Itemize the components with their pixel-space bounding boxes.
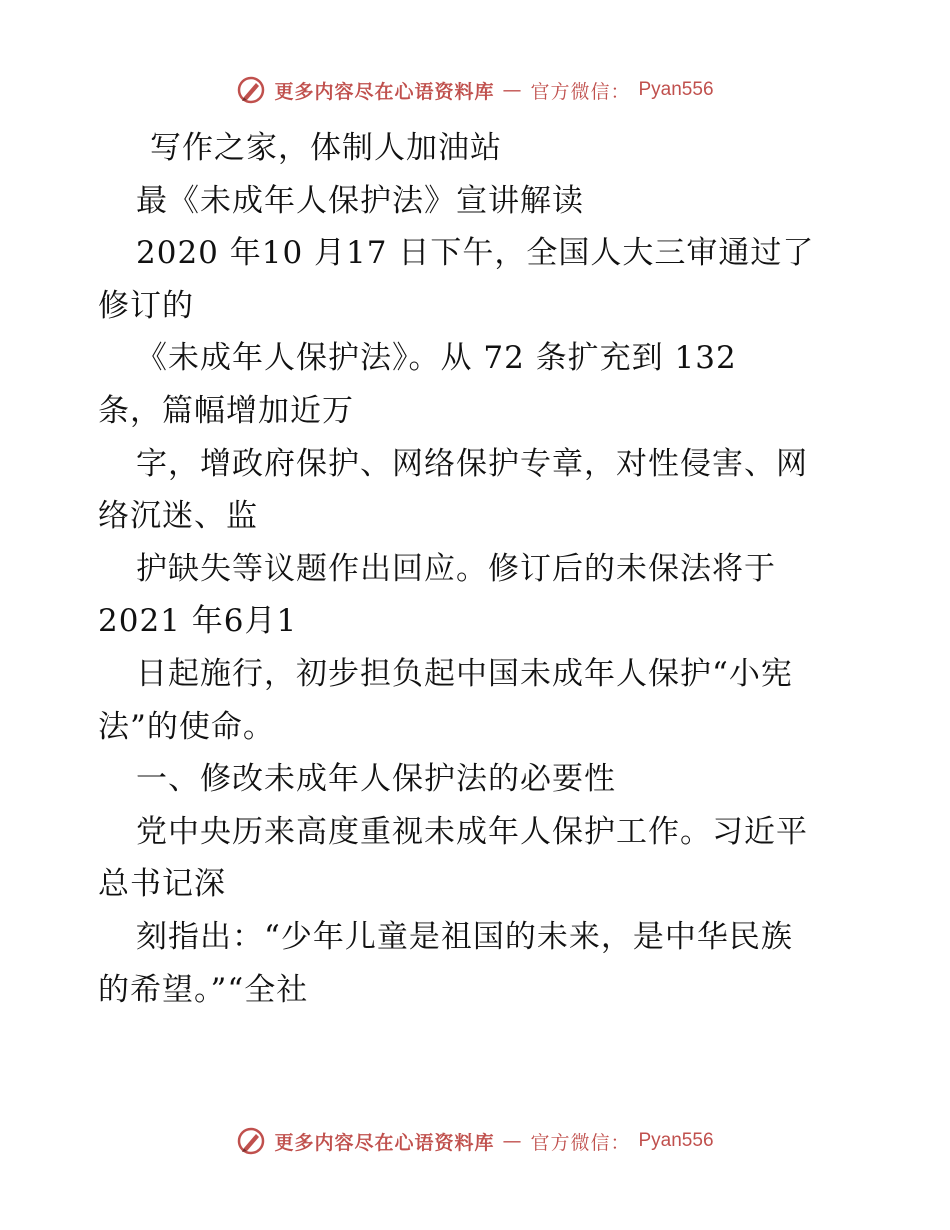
document-body [98, 122, 858, 1016]
text-line: 刻指出：“少年儿童是祖国的未来，是中华民族 [136, 918, 793, 955]
text-line: 日起施行，初步担负起中国未成年人保护“小宪 [136, 655, 793, 692]
footer-watermark [0, 1121, 950, 1161]
text-line: 条，篇幅增加近万 [98, 392, 354, 429]
text-line: 络沉迷、监 [98, 498, 258, 535]
text-line: 护缺失等议题作出回应。修订后的未保法将于 [136, 550, 776, 587]
watermark-id: Pyan556 [638, 1130, 714, 1151]
watermark-separator: — [502, 79, 523, 101]
text-line: 法”的使命。 [98, 708, 275, 745]
text-line: 最《未成年人保护法》宣讲解读 [136, 182, 584, 219]
text-line: 党中央历来高度重视未成年人保护工作。习近平 [136, 813, 808, 850]
pen-logo-icon [236, 75, 266, 105]
watermark-label: 官方微信： [530, 80, 631, 103]
text-line: 总书记深 [98, 866, 226, 903]
watermark-id: Pyan556 [638, 79, 714, 100]
text-line: 一、修改未成年人保护法的必要性 [136, 761, 616, 798]
header-watermark [0, 70, 950, 110]
text-line: 2020 年10 月17 日下午，全国人大三审通过了 [136, 235, 815, 272]
text-line: 字，增政府保护、网络保护专章，对性侵害、网 [136, 445, 808, 482]
text-line: 《未成年人保护法》。从 72 条扩充到 132 [136, 340, 737, 377]
text-line: 修订的 [98, 287, 194, 324]
watermark-label: 官方微信： [530, 1131, 631, 1154]
text-line: 2021 年6月1 [98, 603, 298, 640]
text-line: 的希望。”“全社 [98, 971, 309, 1008]
watermark-text: 更多内容尽在心语资料库 [274, 80, 495, 103]
watermark-separator: — [502, 1130, 523, 1152]
pen-logo-icon [236, 1126, 266, 1156]
text-line: 写作之家，体制人加油站 [150, 130, 502, 166]
watermark-text: 更多内容尽在心语资料库 [274, 1131, 495, 1154]
